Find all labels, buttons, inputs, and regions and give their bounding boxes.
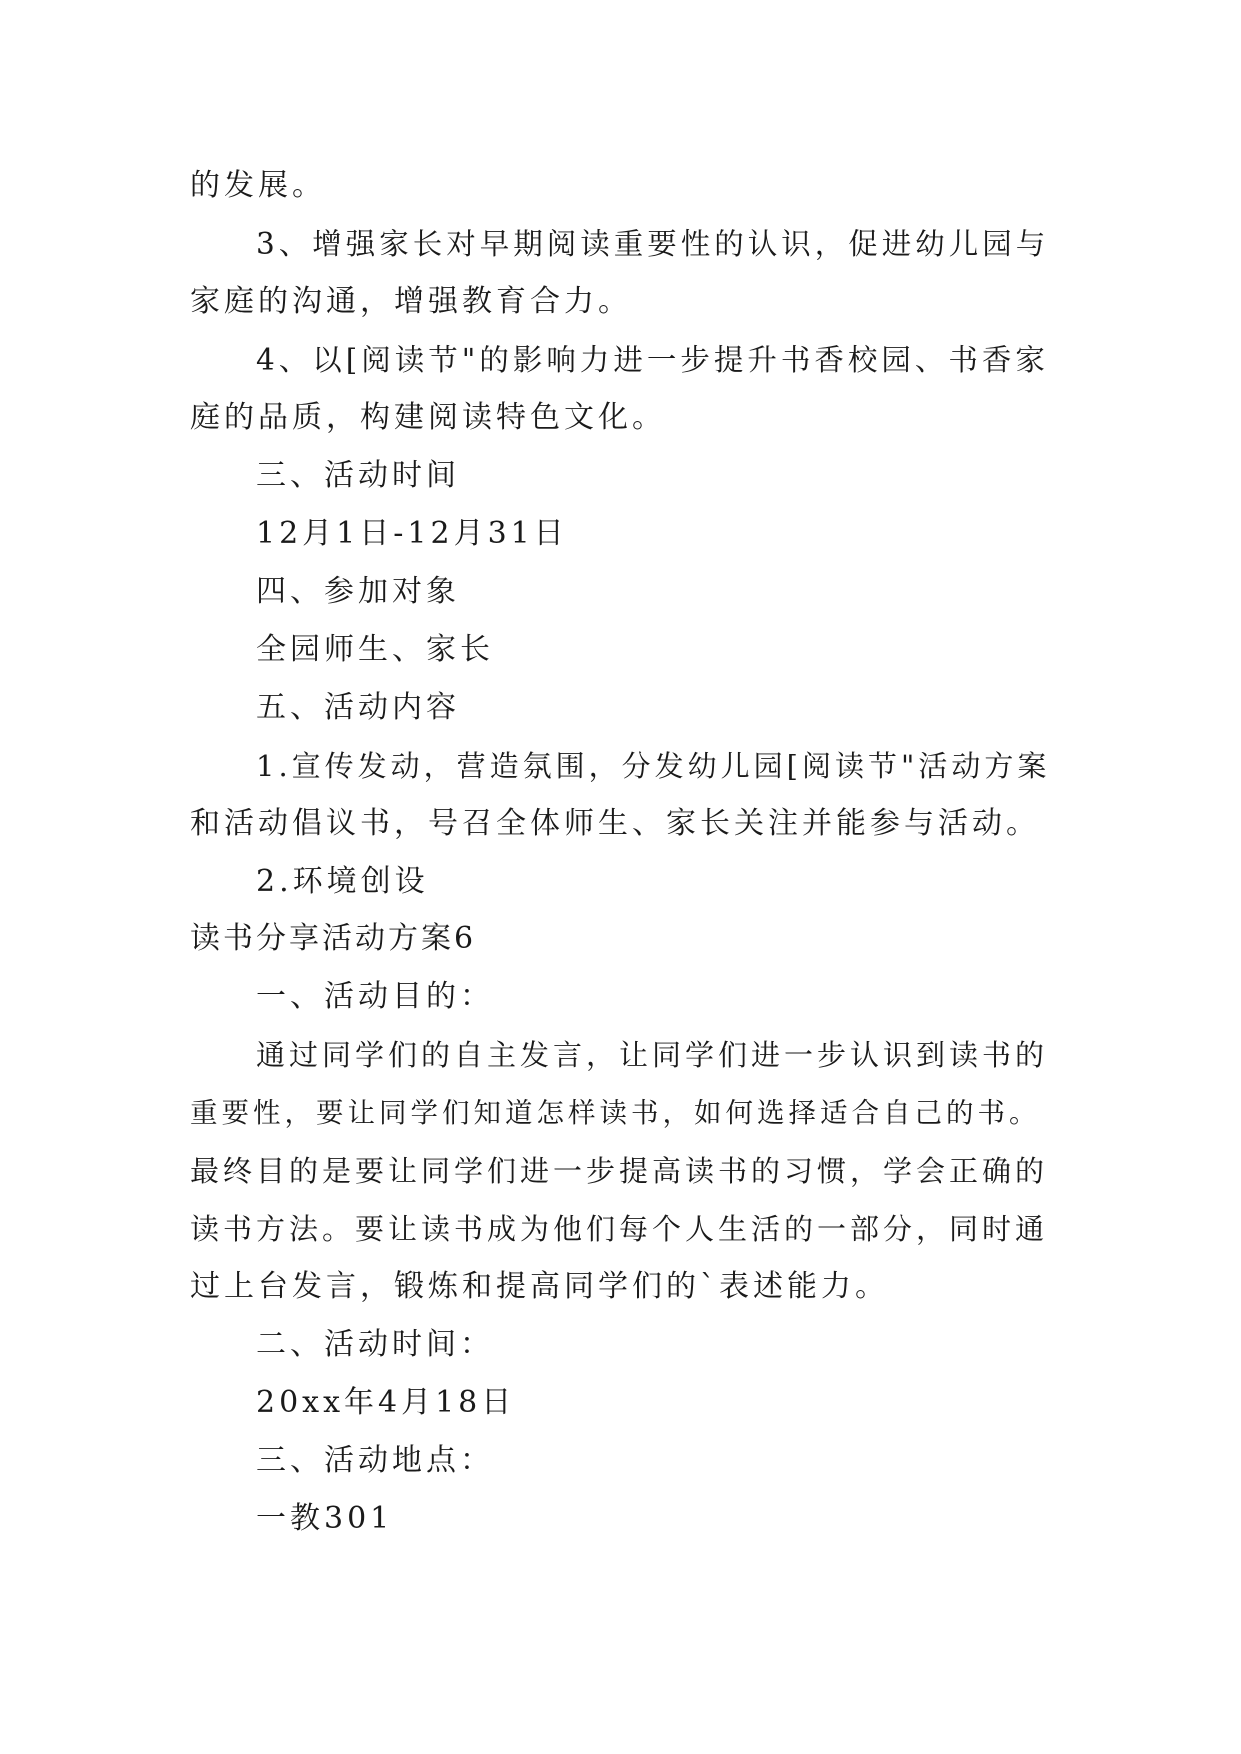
- paragraph-line: 一教301: [256, 1501, 394, 1536]
- section-heading: 三、活动时间: [256, 458, 460, 493]
- section-heading: 五、活动内容: [256, 690, 460, 725]
- paragraph-line: 庭的品质，构建阅读特色文化。: [190, 400, 666, 435]
- paragraph-line: 读书方法。要让读书成为他们每个人生活的一部分，同时通: [190, 1212, 1049, 1246]
- paragraph-line: 2.环境创设: [256, 864, 429, 899]
- paragraph-line: 4、以[阅读节"的影响力进一步提升书香校园、书香家: [256, 343, 1049, 377]
- paragraph-line: 的发展。: [190, 168, 326, 203]
- paragraph-line: 20xx年4月18日: [256, 1385, 516, 1420]
- paragraph-line: 和活动倡议书，号召全体师生、家长关注并能参与活动。: [190, 806, 1040, 841]
- paragraph-line: 最终目的是要让同学们进一步提高读书的习惯，学会正确的: [190, 1154, 1049, 1188]
- document-title: 读书分享活动方案6: [190, 921, 477, 956]
- paragraph-line: 通过同学们的自主发言，让同学们进一步认识到读书的: [256, 1038, 1049, 1072]
- section-heading: 一、活动目的：: [256, 979, 494, 1014]
- paragraph-line: 过上台发言，锻炼和提高同学们的`表述能力。: [190, 1269, 889, 1304]
- paragraph-line: 家庭的沟通，增强教育合力。: [190, 284, 632, 319]
- section-heading: 二、活动时间：: [256, 1327, 494, 1362]
- paragraph-line: 重要性，要让同学们知道怎样读书，如何选择适合自己的书。: [190, 1097, 1041, 1129]
- paragraph-line: 全园师生、家长: [256, 632, 494, 667]
- section-heading: 四、参加对象: [256, 574, 460, 609]
- paragraph-line: 3、增强家长对早期阅读重要性的认识，促进幼儿园与: [256, 227, 1050, 261]
- paragraph-line: 1.宣传发动，营造氛围，分发幼儿园[阅读节"活动方案: [256, 749, 1051, 783]
- section-heading: 三、活动地点：: [256, 1443, 494, 1478]
- paragraph-line: 12月1日-12月31日: [256, 516, 568, 551]
